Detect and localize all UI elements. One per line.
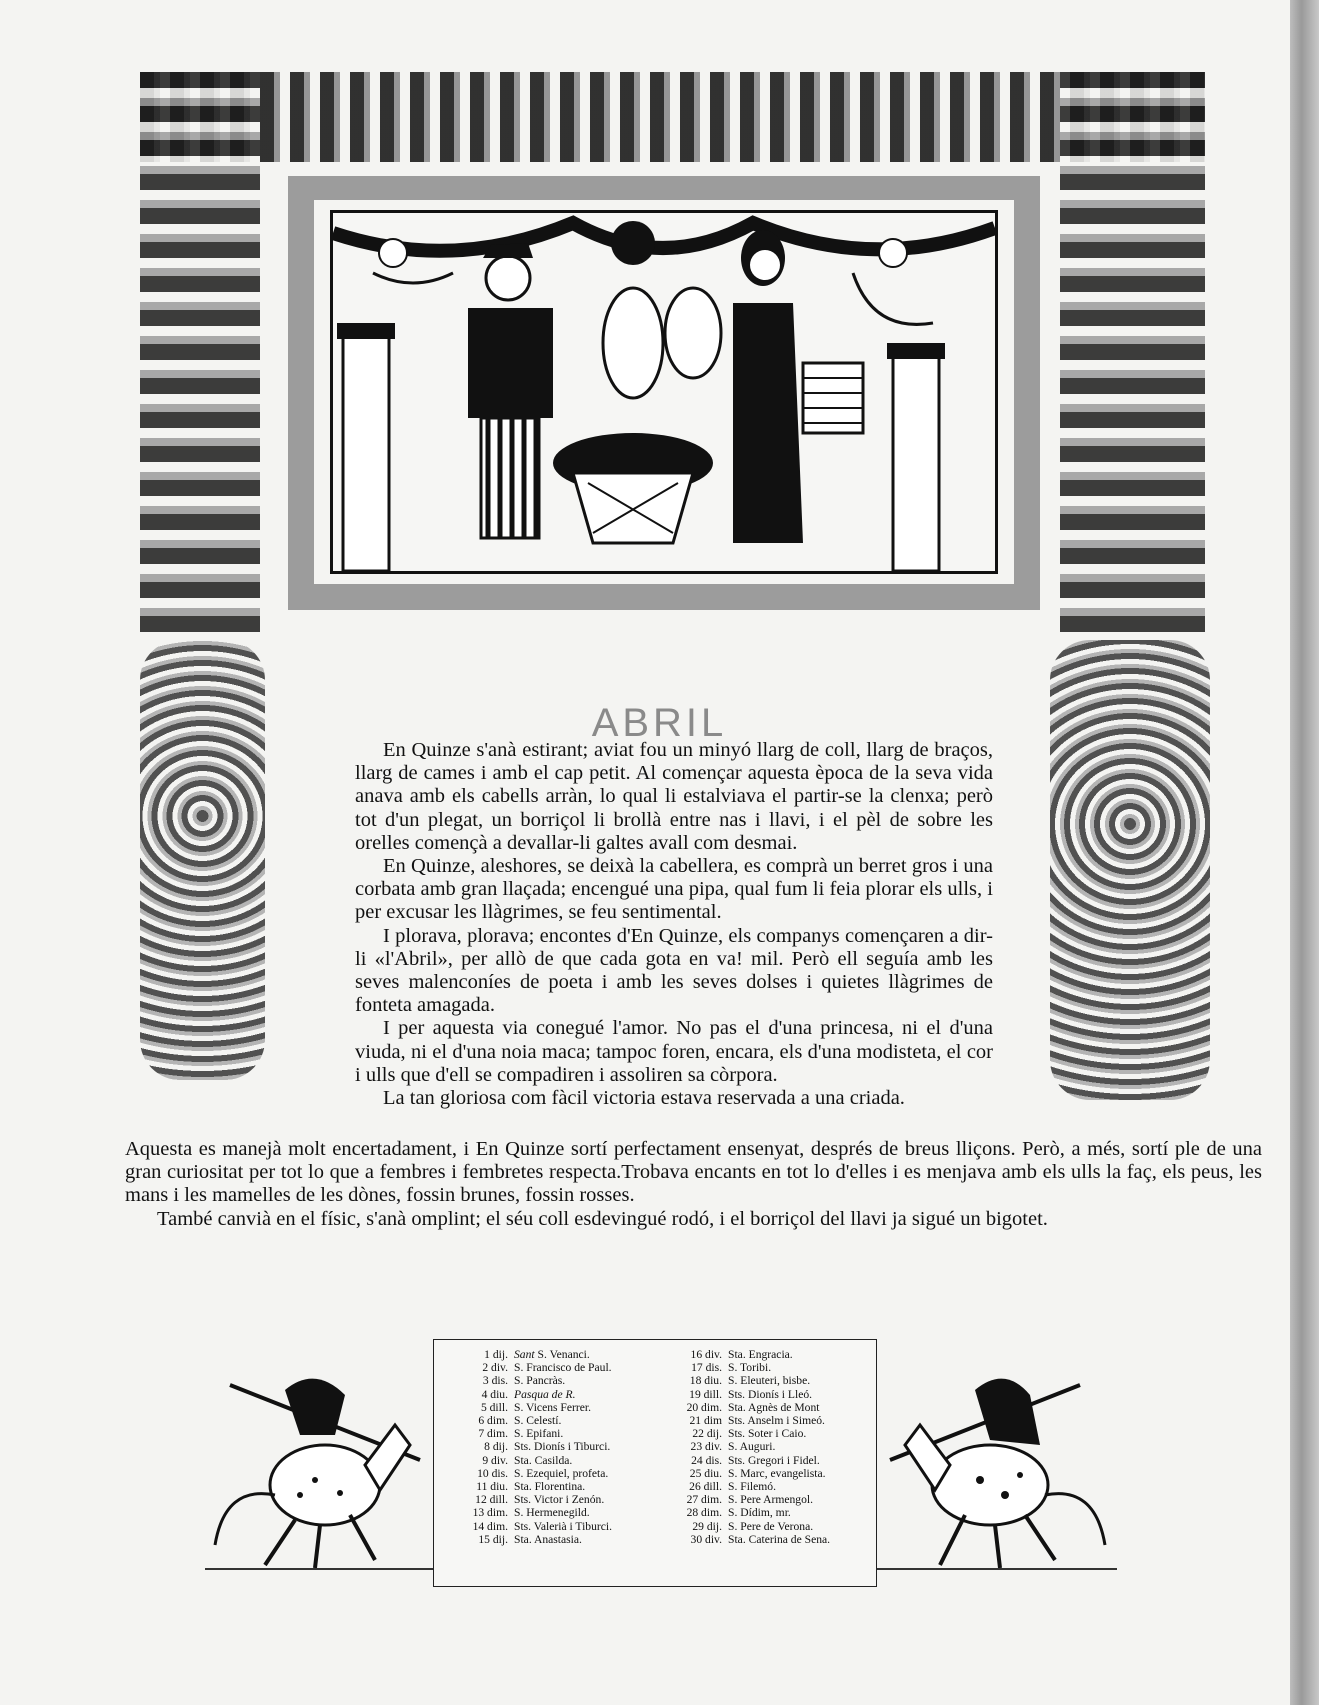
calendar-feast: Pasqua de R. bbox=[514, 1387, 576, 1401]
calendar-day: 22 dij. bbox=[692, 1427, 722, 1441]
calendar-row bbox=[672, 1361, 872, 1374]
saints-calendar bbox=[433, 1339, 877, 1587]
calendar-row bbox=[672, 1427, 872, 1440]
calendar-saint: Sts. Dionís i Lleó. bbox=[728, 1387, 813, 1401]
paragraph: La tan gloriosa com fàcil victoria estava reservada a una criada. bbox=[383, 1087, 905, 1110]
calendar-day: 5 dill. bbox=[480, 1400, 508, 1414]
paragraph: Aquesta es manejà molt encertadament, i En Quinze sortí perfectament ensenyat, després de breus lliçons. Però, a més, sortí ple de una gran curiositat per tot lo que a fembres i fembretes respecta.Trobava encants en tot lo d'elles i es menjava amb els ulls la faç, els peus, les mans i les mamelles de les dònes, fossin brunes, fossin rosses. bbox=[125, 1138, 1262, 1207]
calendar-day: 6 dim. bbox=[478, 1414, 508, 1428]
calendar-saint-name: S. Venanci. bbox=[537, 1348, 590, 1361]
calendar-row bbox=[458, 1348, 658, 1361]
calendar-saint: Sta. Florentina. bbox=[514, 1480, 586, 1494]
calendar-row bbox=[458, 1454, 658, 1467]
calendar-saint: Sta. Anastasia. bbox=[514, 1532, 582, 1546]
calendar-row bbox=[672, 1388, 872, 1401]
calendar-saint: S. Marc, evangelista. bbox=[728, 1466, 826, 1480]
calendar-saint: S. Francisco de Paul. bbox=[514, 1361, 612, 1375]
calendar-day: 4 diu. bbox=[481, 1387, 508, 1401]
calendar-saint: S. Pere Armengol. bbox=[728, 1493, 814, 1507]
calendar-saint: Sts. Gregori i Fidel. bbox=[728, 1453, 820, 1467]
calendar-row bbox=[458, 1401, 658, 1414]
calendar-saint: Sts. Victor i Zenón. bbox=[514, 1493, 605, 1507]
book-gutter bbox=[1290, 0, 1319, 1705]
page-title: ABRIL bbox=[591, 700, 728, 745]
calendar-day: 9 div. bbox=[482, 1453, 508, 1467]
jousting-knight-right-illustration bbox=[880, 1365, 1115, 1570]
calendar-day: 27 dim. bbox=[686, 1493, 722, 1507]
calendar-saint: Sts. Soter i Caio. bbox=[728, 1427, 807, 1441]
calendar-day: 29 dij. bbox=[692, 1519, 722, 1533]
calendar-row bbox=[672, 1454, 872, 1467]
calendar-saint: S. Pancràs. bbox=[514, 1374, 566, 1388]
calendar-day: 13 dim. bbox=[472, 1506, 508, 1520]
paragraph: En Quinze s'anà estirant; aviat fou un minyó llarg de coll, llarg de braços, llarg de cames i amb el cap petit. Al començar aquesta època de la seva vida anava amb els cabells arràn, lo qual li estalviava el partir-se la clenxa; però tot d'un plegat, un borriçol li brollà entre nas i llavi, i el pèl de sobre les orelles començà a devallar-li galtes avall com desmai. bbox=[355, 739, 993, 854]
calendar-saint: Sta. Casilda. bbox=[514, 1453, 573, 1467]
calendar-saint: S. Toribi. bbox=[728, 1361, 772, 1375]
calendar-saint: S. Epifani. bbox=[514, 1427, 564, 1441]
calendar-day: 28 dim. bbox=[686, 1506, 722, 1520]
calendar-saint: Sts. Dionís i Tiburci. bbox=[514, 1440, 611, 1454]
ornamental-border-top bbox=[140, 72, 1205, 162]
calendar-saint: S. Eleuteri, bisbe. bbox=[728, 1374, 811, 1388]
calendar-saint: S. Ezequiel, profeta. bbox=[514, 1466, 609, 1480]
calendar-day: 18 diu. bbox=[689, 1374, 722, 1388]
calendar-day: 20 dim. bbox=[686, 1400, 722, 1414]
calendar-day: 15 dij. bbox=[478, 1532, 508, 1546]
story-text-wide bbox=[125, 1138, 1262, 1231]
calendar-day: 8 dij. bbox=[484, 1440, 508, 1454]
story-text-narrow bbox=[355, 739, 993, 1110]
calendar-day: 24 dis. bbox=[691, 1453, 722, 1467]
ground-line-left bbox=[205, 1568, 433, 1570]
calendar-saint: Sta. Caterina de Sena. bbox=[728, 1532, 831, 1546]
calendar-saint: S. Celestí. bbox=[514, 1414, 562, 1428]
calendar-row bbox=[458, 1520, 658, 1533]
calendar-saint bbox=[514, 1388, 658, 1401]
calendar-row bbox=[672, 1440, 872, 1453]
calendar-saint bbox=[514, 1348, 658, 1361]
calendar-row bbox=[458, 1440, 658, 1453]
paragraph: En Quinze, aleshores, se deixà la cabellera, es comprà un berret gros i una corbata amb gran llaçada; encengué una pipa, qual fum li feia plorar els ulls, i per excusar les llàgrimes, se feu sentimental. bbox=[355, 855, 993, 924]
calendar-saint: S. Filemó. bbox=[728, 1480, 776, 1494]
calendar-row bbox=[672, 1414, 872, 1427]
calendar-row bbox=[672, 1520, 872, 1533]
calendar-row bbox=[458, 1493, 658, 1506]
calendar-day: 12 dill. bbox=[475, 1493, 508, 1507]
calendar-row bbox=[458, 1388, 658, 1401]
calendar-day: 17 dis. bbox=[691, 1361, 722, 1375]
calendar-row bbox=[672, 1348, 872, 1361]
courtship-scene-illustration bbox=[333, 213, 995, 571]
calendar-saint: Sts. Valerià i Tiburci. bbox=[514, 1519, 613, 1533]
ornamental-border-right bbox=[1060, 72, 1205, 632]
calendar-row bbox=[672, 1374, 872, 1387]
calendar-row bbox=[672, 1493, 872, 1506]
calendar-row bbox=[458, 1361, 658, 1374]
calendar-day: 3 dis. bbox=[482, 1374, 508, 1388]
calendar-day: 26 dill. bbox=[689, 1480, 722, 1494]
calendar-column-right bbox=[672, 1348, 872, 1546]
calendar-day: 11 diu. bbox=[476, 1480, 508, 1494]
calendar-day: 19 dill. bbox=[689, 1387, 722, 1401]
calendar-row bbox=[672, 1533, 872, 1546]
calendar-row bbox=[458, 1414, 658, 1427]
calendar-row bbox=[458, 1533, 658, 1546]
calendar-saint: S. Vicens Ferrer. bbox=[514, 1400, 592, 1414]
paragraph: I plorava, plorava; encontes d'En Quinze, els companys començaren a dir-li «l'Abril», per allò de que cada gota en va! mil. Però ell seguía amb les seves malenconíes de poeta i amb les seves dolses i quietes llàgrimes de fonteta amagada. bbox=[355, 924, 993, 1017]
calendar-day: 1 dij. bbox=[484, 1348, 508, 1361]
calendar-saint: Sta. Engracia. bbox=[728, 1348, 793, 1361]
calendar-day: 10 dis. bbox=[477, 1466, 508, 1480]
calendar-day: 2 div. bbox=[482, 1361, 508, 1375]
calendar-day: 23 div. bbox=[690, 1440, 722, 1454]
calendar-row bbox=[458, 1480, 658, 1493]
calendar-saint: S. Dídim, mr. bbox=[728, 1506, 791, 1520]
calendar-day: 30 div. bbox=[690, 1532, 722, 1546]
main-illustration bbox=[330, 210, 998, 574]
calendar-day: 7 dim. bbox=[478, 1427, 508, 1441]
calendar-row bbox=[672, 1467, 872, 1480]
calendar-row bbox=[458, 1506, 658, 1519]
calendar-saint: Sts. Anselm i Simeó. bbox=[728, 1414, 825, 1428]
calendar-saint: S. Hermenegild. bbox=[514, 1506, 590, 1520]
ornamental-border-left bbox=[140, 72, 260, 632]
paragraph: També canvià en el físic, s'anà omplint; el séu coll esdevingué rodó, i el borriçol del llavi ja sigué un bigotet. bbox=[157, 1207, 1048, 1230]
calendar-day: 21 dim bbox=[689, 1414, 722, 1428]
paragraph: I per aquesta via conegué l'amor. No pas el d'una princesa, ni el d'una viuda, ni el d'una noia maca; tampoc foren, encara, els d'una modisteta, el cor i ulls que d'ell se compadiren i assoliren sa còrpora. bbox=[355, 1017, 993, 1086]
calendar-row bbox=[672, 1401, 872, 1414]
calendar-row bbox=[672, 1480, 872, 1493]
calendar-row bbox=[672, 1506, 872, 1519]
calendar-row bbox=[458, 1467, 658, 1480]
calendar-day: 16 div. bbox=[690, 1348, 722, 1361]
calendar-row bbox=[458, 1427, 658, 1440]
calendar-saint: S. Auguri. bbox=[728, 1440, 776, 1454]
calendar-column-left bbox=[458, 1348, 658, 1546]
calendar-prefix: Sant bbox=[514, 1348, 535, 1361]
calendar-day: 25 diu. bbox=[689, 1466, 722, 1480]
calendar-row bbox=[458, 1374, 658, 1387]
jousting-knight-left-illustration bbox=[205, 1365, 430, 1570]
calendar-saint: S. Pere de Verona. bbox=[728, 1519, 814, 1533]
calendar-saint: Sta. Agnès de Mont bbox=[728, 1400, 820, 1414]
calendar-day: 14 dim. bbox=[472, 1519, 508, 1533]
ground-line-right bbox=[877, 1568, 1117, 1570]
